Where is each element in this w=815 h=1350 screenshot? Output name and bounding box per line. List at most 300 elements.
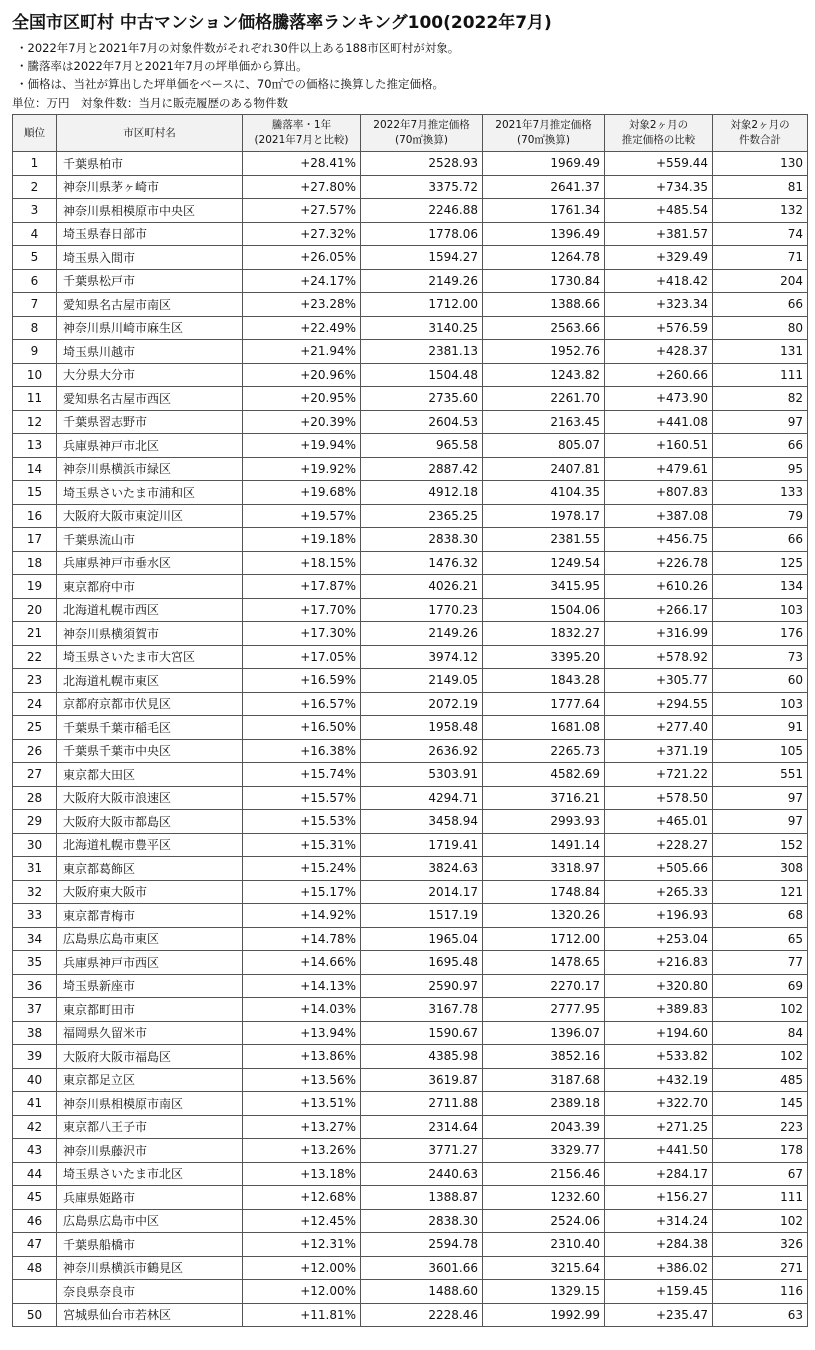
price-diff-cell: +216.83 [605, 951, 713, 975]
rank-cell: 7 [13, 293, 57, 317]
count-cell: 176 [713, 622, 808, 646]
table-row [13, 1233, 808, 1257]
price-2021-cell: 1761.34 [483, 199, 605, 223]
rank-cell: 37 [13, 998, 57, 1022]
price-2022-cell: 2604.53 [361, 410, 483, 434]
rank-cell: 33 [13, 904, 57, 928]
change-rate-cell: +12.00% [243, 1256, 361, 1280]
change-rate-cell: +16.57% [243, 692, 361, 716]
price-2022-cell: 3601.66 [361, 1256, 483, 1280]
table-row [13, 1209, 808, 1233]
price-2022-cell: 3375.72 [361, 175, 483, 199]
price-diff-cell: +159.45 [605, 1280, 713, 1304]
price-2022-cell: 2711.88 [361, 1092, 483, 1116]
table-row [13, 387, 808, 411]
table-row [13, 739, 808, 763]
price-2021-cell: 1992.99 [483, 1303, 605, 1327]
price-2021-cell: 2156.46 [483, 1162, 605, 1186]
rank-cell: 15 [13, 481, 57, 505]
price-2022-cell: 2440.63 [361, 1162, 483, 1186]
change-rate-cell: +13.86% [243, 1045, 361, 1069]
count-cell: 223 [713, 1115, 808, 1139]
price-2021-cell: 1478.65 [483, 951, 605, 975]
price-2022-cell: 3771.27 [361, 1139, 483, 1163]
price-2022-cell: 3167.78 [361, 998, 483, 1022]
table-row [13, 598, 808, 622]
rank-cell: 50 [13, 1303, 57, 1327]
municipality-cell: 埼玉県新座市 [57, 974, 243, 998]
change-rate-cell: +24.17% [243, 269, 361, 293]
count-cell: 103 [713, 598, 808, 622]
rank-cell: 35 [13, 951, 57, 975]
municipality-cell: 愛知県名古屋市西区 [57, 387, 243, 411]
table-row [13, 998, 808, 1022]
price-2021-cell: 2777.95 [483, 998, 605, 1022]
change-rate-cell: +27.32% [243, 222, 361, 246]
table-row [13, 199, 808, 223]
table-row [13, 152, 808, 176]
price-2022-cell: 2149.05 [361, 669, 483, 693]
municipality-cell: 神奈川県藤沢市 [57, 1139, 243, 1163]
change-rate-cell: +16.59% [243, 669, 361, 693]
table-row [13, 974, 808, 998]
rank-cell: 6 [13, 269, 57, 293]
price-diff-cell: +294.55 [605, 692, 713, 716]
rank-cell [13, 1280, 57, 1304]
header-price-diff: 対象2ヶ月の 推定価格の比較 [605, 115, 713, 152]
price-2021-cell: 1712.00 [483, 927, 605, 951]
price-diff-cell: +228.27 [605, 833, 713, 857]
header-rank: 順位 [13, 115, 57, 152]
price-2022-cell: 1504.48 [361, 363, 483, 387]
price-2022-cell: 1488.60 [361, 1280, 483, 1304]
table-row [13, 904, 808, 928]
count-cell: 125 [713, 551, 808, 575]
price-2022-cell: 3824.63 [361, 857, 483, 881]
change-rate-cell: +23.28% [243, 293, 361, 317]
municipality-cell: 奈良県奈良市 [57, 1280, 243, 1304]
municipality-cell: 神奈川県相模原市中央区 [57, 199, 243, 223]
count-cell: 133 [713, 481, 808, 505]
table-row [13, 1186, 808, 1210]
count-cell: 308 [713, 857, 808, 881]
municipality-cell: 神奈川県横浜市緑区 [57, 457, 243, 481]
price-2021-cell: 1978.17 [483, 504, 605, 528]
change-rate-cell: +13.18% [243, 1162, 361, 1186]
municipality-cell: 東京都町田市 [57, 998, 243, 1022]
price-diff-cell: +271.25 [605, 1115, 713, 1139]
table-row [13, 340, 808, 364]
price-2021-cell: 1396.49 [483, 222, 605, 246]
rank-cell: 19 [13, 575, 57, 599]
price-2022-cell: 1719.41 [361, 833, 483, 857]
change-rate-cell: +28.41% [243, 152, 361, 176]
price-diff-cell: +386.02 [605, 1256, 713, 1280]
municipality-cell: 北海道札幌市豊平区 [57, 833, 243, 857]
price-diff-cell: +576.59 [605, 316, 713, 340]
table-row [13, 763, 808, 787]
municipality-cell: 千葉県船橋市 [57, 1233, 243, 1257]
count-cell: 69 [713, 974, 808, 998]
municipality-cell: 千葉県千葉市中央区 [57, 739, 243, 763]
price-diff-cell: +485.54 [605, 199, 713, 223]
rank-cell: 17 [13, 528, 57, 552]
count-cell: 97 [713, 786, 808, 810]
table-row [13, 1303, 808, 1327]
table-row [13, 716, 808, 740]
price-2021-cell: 2270.17 [483, 974, 605, 998]
change-rate-cell: +17.70% [243, 598, 361, 622]
table-row [13, 951, 808, 975]
table-row [13, 175, 808, 199]
price-diff-cell: +381.57 [605, 222, 713, 246]
municipality-cell: 東京都八王子市 [57, 1115, 243, 1139]
rank-cell: 5 [13, 246, 57, 270]
price-diff-cell: +323.34 [605, 293, 713, 317]
table-row [13, 269, 808, 293]
count-cell: 60 [713, 669, 808, 693]
price-2021-cell: 1504.06 [483, 598, 605, 622]
header-price-2022: 2022年7月推定価格 (70㎡換算) [361, 115, 483, 152]
price-diff-cell: +194.60 [605, 1021, 713, 1045]
count-cell: 97 [713, 810, 808, 834]
change-rate-cell: +20.96% [243, 363, 361, 387]
rank-cell: 8 [13, 316, 57, 340]
change-rate-cell: +12.45% [243, 1209, 361, 1233]
price-2022-cell: 1388.87 [361, 1186, 483, 1210]
change-rate-cell: +14.03% [243, 998, 361, 1022]
rank-cell: 9 [13, 340, 57, 364]
price-2021-cell: 1243.82 [483, 363, 605, 387]
municipality-cell: 東京都府中市 [57, 575, 243, 599]
municipality-cell: 神奈川県相模原市南区 [57, 1092, 243, 1116]
price-diff-cell: +441.50 [605, 1139, 713, 1163]
change-rate-cell: +15.74% [243, 763, 361, 787]
rank-cell: 47 [13, 1233, 57, 1257]
price-2021-cell: 1969.49 [483, 152, 605, 176]
price-2022-cell: 1712.00 [361, 293, 483, 317]
table-row [13, 786, 808, 810]
count-cell: 178 [713, 1139, 808, 1163]
price-2022-cell: 965.58 [361, 434, 483, 458]
table-row [13, 434, 808, 458]
price-2021-cell: 2389.18 [483, 1092, 605, 1116]
price-2021-cell: 3415.95 [483, 575, 605, 599]
rank-cell: 45 [13, 1186, 57, 1210]
count-cell: 81 [713, 175, 808, 199]
change-rate-cell: +16.38% [243, 739, 361, 763]
change-rate-cell: +13.51% [243, 1092, 361, 1116]
change-rate-cell: +15.57% [243, 786, 361, 810]
table-row [13, 857, 808, 881]
count-cell: 103 [713, 692, 808, 716]
price-2022-cell: 2735.60 [361, 387, 483, 411]
price-diff-cell: +418.42 [605, 269, 713, 293]
price-2022-cell: 3140.25 [361, 316, 483, 340]
price-2021-cell: 2043.39 [483, 1115, 605, 1139]
count-cell: 121 [713, 880, 808, 904]
price-2022-cell: 2381.13 [361, 340, 483, 364]
count-cell: 73 [713, 645, 808, 669]
change-rate-cell: +19.68% [243, 481, 361, 505]
price-diff-cell: +314.24 [605, 1209, 713, 1233]
price-2021-cell: 4582.69 [483, 763, 605, 787]
price-2021-cell: 3318.97 [483, 857, 605, 881]
count-cell: 68 [713, 904, 808, 928]
change-rate-cell: +16.50% [243, 716, 361, 740]
price-2021-cell: 2310.40 [483, 1233, 605, 1257]
change-rate-cell: +15.53% [243, 810, 361, 834]
price-diff-cell: +235.47 [605, 1303, 713, 1327]
price-2022-cell: 3458.94 [361, 810, 483, 834]
municipality-cell: 神奈川県横浜市鶴見区 [57, 1256, 243, 1280]
price-2022-cell: 4294.71 [361, 786, 483, 810]
count-cell: 132 [713, 199, 808, 223]
price-2022-cell: 2014.17 [361, 880, 483, 904]
table-row [13, 457, 808, 481]
count-cell: 551 [713, 763, 808, 787]
price-2022-cell: 2228.46 [361, 1303, 483, 1327]
rank-cell: 41 [13, 1092, 57, 1116]
price-diff-cell: +253.04 [605, 927, 713, 951]
rank-cell: 18 [13, 551, 57, 575]
price-2022-cell: 3619.87 [361, 1068, 483, 1092]
change-rate-cell: +13.94% [243, 1021, 361, 1045]
rank-cell: 36 [13, 974, 57, 998]
count-cell: 77 [713, 951, 808, 975]
price-2021-cell: 805.07 [483, 434, 605, 458]
table-row [13, 410, 808, 434]
note-line: ・2022年7月と2021年7月の対象件数がそれぞれ30件以上ある188市区町村が対象。 [16, 41, 460, 55]
table-row [13, 692, 808, 716]
price-diff-cell: +156.27 [605, 1186, 713, 1210]
change-rate-cell: +20.39% [243, 410, 361, 434]
rank-cell: 23 [13, 669, 57, 693]
price-diff-cell: +432.19 [605, 1068, 713, 1092]
table-row [13, 504, 808, 528]
price-diff-cell: +320.80 [605, 974, 713, 998]
price-diff-cell: +578.50 [605, 786, 713, 810]
table-row [13, 528, 808, 552]
rank-cell: 44 [13, 1162, 57, 1186]
municipality-cell: 北海道札幌市東区 [57, 669, 243, 693]
price-2022-cell: 5303.91 [361, 763, 483, 787]
rank-cell: 2 [13, 175, 57, 199]
municipality-cell: 大阪府大阪市浪速区 [57, 786, 243, 810]
price-2021-cell: 1843.28 [483, 669, 605, 693]
price-diff-cell: +160.51 [605, 434, 713, 458]
municipality-cell: 千葉県柏市 [57, 152, 243, 176]
price-2022-cell: 4026.21 [361, 575, 483, 599]
count-cell: 67 [713, 1162, 808, 1186]
rank-cell: 30 [13, 833, 57, 857]
table-row [13, 1256, 808, 1280]
table-row [13, 293, 808, 317]
count-cell: 326 [713, 1233, 808, 1257]
change-rate-cell: +14.78% [243, 927, 361, 951]
price-diff-cell: +322.70 [605, 1092, 713, 1116]
price-2022-cell: 2072.19 [361, 692, 483, 716]
table-row [13, 1162, 808, 1186]
price-diff-cell: +305.77 [605, 669, 713, 693]
municipality-cell: 千葉県松戸市 [57, 269, 243, 293]
change-rate-cell: +12.00% [243, 1280, 361, 1304]
price-diff-cell: +226.78 [605, 551, 713, 575]
price-2022-cell: 1778.06 [361, 222, 483, 246]
count-cell: 74 [713, 222, 808, 246]
rank-cell: 29 [13, 810, 57, 834]
municipality-cell: 東京都足立区 [57, 1068, 243, 1092]
municipality-cell: 神奈川県川崎市麻生区 [57, 316, 243, 340]
price-2021-cell: 3329.77 [483, 1139, 605, 1163]
table-row [13, 1115, 808, 1139]
count-cell: 82 [713, 387, 808, 411]
table-row [13, 1092, 808, 1116]
change-rate-cell: +14.66% [243, 951, 361, 975]
table-row [13, 622, 808, 646]
price-2022-cell: 2246.88 [361, 199, 483, 223]
price-2021-cell: 2265.73 [483, 739, 605, 763]
price-2021-cell: 1952.76 [483, 340, 605, 364]
price-2021-cell: 4104.35 [483, 481, 605, 505]
rank-cell: 16 [13, 504, 57, 528]
price-2021-cell: 1320.26 [483, 904, 605, 928]
change-rate-cell: +17.87% [243, 575, 361, 599]
count-cell: 95 [713, 457, 808, 481]
table-row [13, 363, 808, 387]
change-rate-cell: +12.68% [243, 1186, 361, 1210]
price-diff-cell: +329.49 [605, 246, 713, 270]
note-line: ・騰落率は2022年7月と2021年7月の坪単価から算出。 [16, 59, 308, 73]
municipality-cell: 埼玉県入間市 [57, 246, 243, 270]
municipality-cell: 埼玉県さいたま市浦和区 [57, 481, 243, 505]
count-cell: 102 [713, 1045, 808, 1069]
price-2022-cell: 1590.67 [361, 1021, 483, 1045]
price-diff-cell: +265.33 [605, 880, 713, 904]
rank-cell: 20 [13, 598, 57, 622]
municipality-cell: 兵庫県神戸市西区 [57, 951, 243, 975]
price-diff-cell: +371.19 [605, 739, 713, 763]
price-2022-cell: 2590.97 [361, 974, 483, 998]
table-row [13, 645, 808, 669]
page-title: 全国市区町村 中古マンション価格騰落率ランキング100(2022年7月) [12, 13, 552, 33]
price-2022-cell: 2838.30 [361, 528, 483, 552]
change-rate-cell: +19.57% [243, 504, 361, 528]
price-2021-cell: 1232.60 [483, 1186, 605, 1210]
change-rate-cell: +22.49% [243, 316, 361, 340]
count-cell: 111 [713, 363, 808, 387]
change-rate-cell: +18.15% [243, 551, 361, 575]
price-2022-cell: 4385.98 [361, 1045, 483, 1069]
change-rate-cell: +15.24% [243, 857, 361, 881]
municipality-cell: 大分県大分市 [57, 363, 243, 387]
municipality-cell: 大阪府大阪市福島区 [57, 1045, 243, 1069]
rank-cell: 3 [13, 199, 57, 223]
price-2021-cell: 1777.64 [483, 692, 605, 716]
count-cell: 111 [713, 1186, 808, 1210]
municipality-cell: 北海道札幌市西区 [57, 598, 243, 622]
table-row [13, 222, 808, 246]
table-row [13, 1139, 808, 1163]
municipality-cell: 埼玉県川越市 [57, 340, 243, 364]
price-2022-cell: 2314.64 [361, 1115, 483, 1139]
ranking-table [12, 114, 808, 1327]
table-row [13, 1045, 808, 1069]
municipality-cell: 大阪府大阪市東淀川区 [57, 504, 243, 528]
rank-cell: 11 [13, 387, 57, 411]
price-2022-cell: 4912.18 [361, 481, 483, 505]
price-2022-cell: 1476.32 [361, 551, 483, 575]
rank-cell: 22 [13, 645, 57, 669]
table-row [13, 810, 808, 834]
rank-cell: 40 [13, 1068, 57, 1092]
table-row [13, 1068, 808, 1092]
change-rate-cell: +12.31% [243, 1233, 361, 1257]
change-rate-cell: +13.26% [243, 1139, 361, 1163]
table-row [13, 575, 808, 599]
price-2021-cell: 1329.15 [483, 1280, 605, 1304]
price-2022-cell: 1594.27 [361, 246, 483, 270]
price-2021-cell: 1396.07 [483, 1021, 605, 1045]
price-diff-cell: +734.35 [605, 175, 713, 199]
rank-cell: 25 [13, 716, 57, 740]
price-diff-cell: +578.92 [605, 645, 713, 669]
change-rate-cell: +15.17% [243, 880, 361, 904]
municipality-cell: 京都府京都市伏見区 [57, 692, 243, 716]
rank-cell: 13 [13, 434, 57, 458]
municipality-cell: 広島県広島市東区 [57, 927, 243, 951]
count-cell: 66 [713, 528, 808, 552]
count-cell: 102 [713, 1209, 808, 1233]
count-cell: 97 [713, 410, 808, 434]
price-2021-cell: 1681.08 [483, 716, 605, 740]
count-cell: 71 [713, 246, 808, 270]
price-2021-cell: 1730.84 [483, 269, 605, 293]
municipality-cell: 福岡県久留米市 [57, 1021, 243, 1045]
count-cell: 66 [713, 434, 808, 458]
municipality-cell: 宮城県仙台市若林区 [57, 1303, 243, 1327]
table-row [13, 833, 808, 857]
table-row [13, 316, 808, 340]
price-diff-cell: +284.38 [605, 1233, 713, 1257]
change-rate-cell: +26.05% [243, 246, 361, 270]
header-municipality: 市区町村名 [57, 115, 243, 152]
price-2021-cell: 2163.45 [483, 410, 605, 434]
price-2021-cell: 3852.16 [483, 1045, 605, 1069]
price-2021-cell: 1832.27 [483, 622, 605, 646]
municipality-cell: 大阪府東大阪市 [57, 880, 243, 904]
price-diff-cell: +387.08 [605, 504, 713, 528]
rank-cell: 38 [13, 1021, 57, 1045]
count-cell: 485 [713, 1068, 808, 1092]
table-body [13, 152, 808, 1327]
price-diff-cell: +284.17 [605, 1162, 713, 1186]
count-cell: 65 [713, 927, 808, 951]
price-2022-cell: 1958.48 [361, 716, 483, 740]
price-2021-cell: 2261.70 [483, 387, 605, 411]
count-cell: 130 [713, 152, 808, 176]
change-rate-cell: +13.56% [243, 1068, 361, 1092]
change-rate-cell: +13.27% [243, 1115, 361, 1139]
municipality-cell: 埼玉県さいたま市大宮区 [57, 645, 243, 669]
rank-cell: 1 [13, 152, 57, 176]
rank-cell: 46 [13, 1209, 57, 1233]
municipality-cell: 愛知県名古屋市南区 [57, 293, 243, 317]
price-2022-cell: 2528.93 [361, 152, 483, 176]
table-row [13, 246, 808, 270]
rank-cell: 39 [13, 1045, 57, 1069]
count-cell: 105 [713, 739, 808, 763]
